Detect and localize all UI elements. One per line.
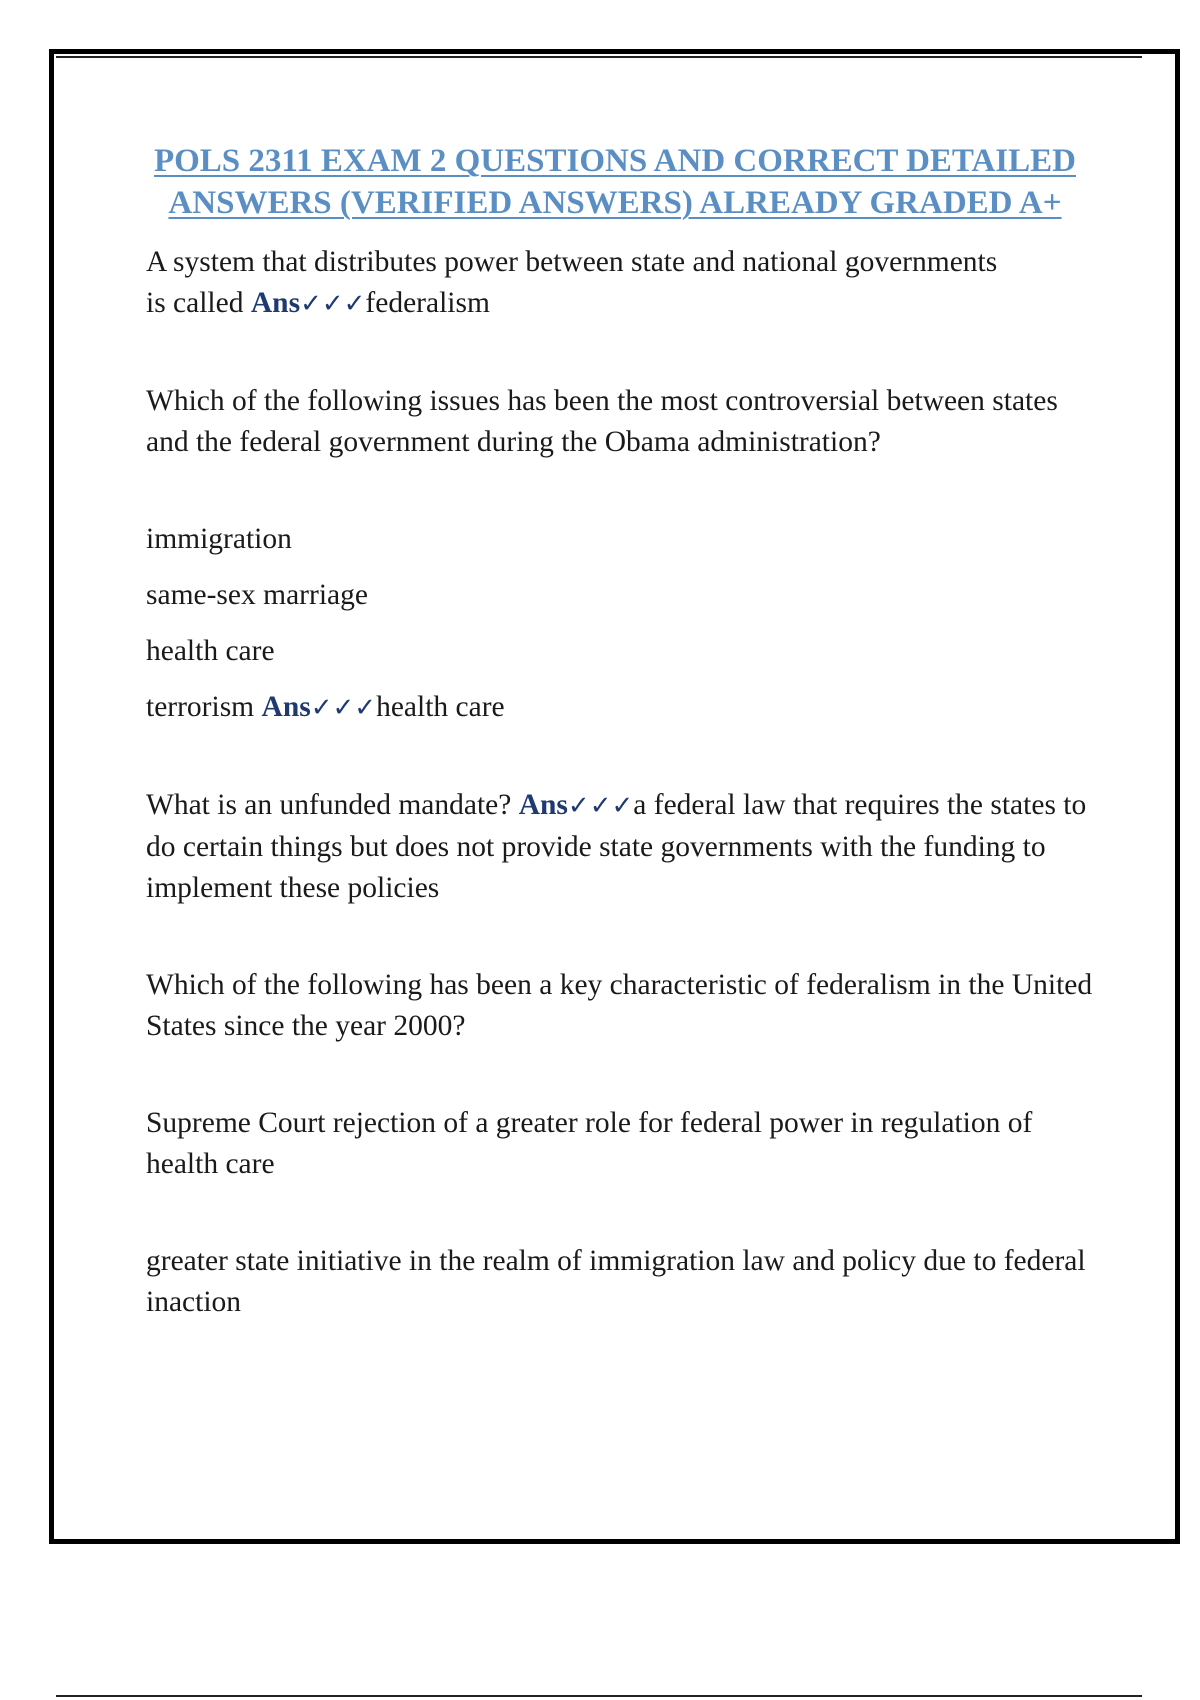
question-2-option-1: immigration: [146, 523, 292, 555]
question-3-answer: a federal law that requires the states to do certain things but does not provide state governments with the funding to implement these policies: [146, 789, 1087, 904]
answer-marker: Ans: [261, 691, 311, 723]
title-line-1: POLS 2311 EXAM 2 QUESTIONS AND CORRECT DETAILED: [153, 143, 1077, 179]
question-2-answer: health care: [376, 691, 505, 723]
question-2-option-4-text: terrorism: [146, 691, 262, 723]
answer-marker: Ans: [518, 789, 568, 821]
question-4-option-1: Supreme Court rejection of a greater role for federal power in regulation of health care: [146, 1107, 1033, 1180]
answer-marker: Ans: [250, 287, 301, 319]
question-1: [146, 242, 1096, 325]
question-2-option-4: [146, 687, 1096, 729]
question-1-answer: federalism: [365, 287, 490, 319]
question-4-option-2: greater state initiative in the realm of immigration law and policy due to federal inaction: [146, 1245, 1086, 1318]
question-1-text-line-2: is called: [146, 287, 251, 319]
document-body: [146, 140, 1096, 1323]
question-4: Which of the following has been a key characteristic of federalism in the United States since the year 2000?: [146, 969, 1093, 1042]
top-rule: [56, 56, 1142, 58]
question-2-option-3: health care: [146, 635, 275, 667]
check-marks-icon: ✓✓✓: [567, 791, 634, 821]
check-marks-icon: ✓✓✓: [300, 289, 366, 319]
title-line-2: ANSWERS (VERIFIED ANSWERS) ALREADY GRADED A+: [168, 185, 1062, 221]
bottom-rule: [56, 1695, 1142, 1697]
question-2-option-2: same-sex marriage: [146, 579, 368, 611]
question-3-text: What is an unfunded mandate?: [146, 789, 519, 821]
question-2: Which of the following issues has been the most controversial between states and the federal government during the Obama administration?: [146, 385, 1058, 458]
question-3: [146, 785, 1096, 909]
document-title: [140, 140, 1090, 224]
check-marks-icon: ✓✓✓: [310, 693, 377, 723]
question-1-text-line-1: A system that distributes power between state and national governments: [146, 246, 998, 278]
